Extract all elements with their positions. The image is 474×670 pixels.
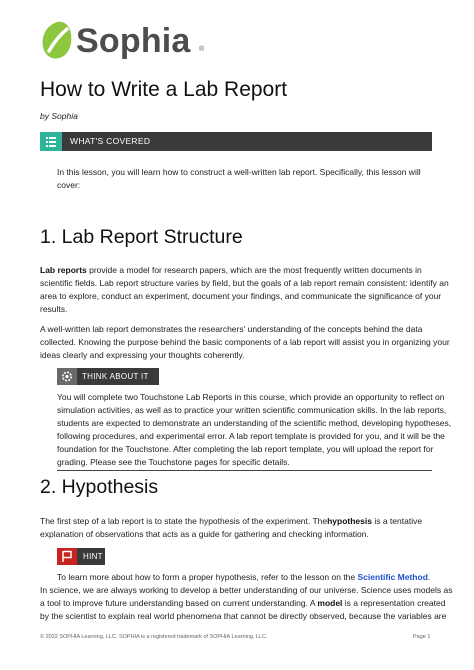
section-heading-hypothesis: 2. Hypothesis (40, 476, 159, 498)
covered-intro-line-2: cover: (57, 180, 81, 190)
scientific-method-link[interactable]: Scientific Method (357, 572, 428, 582)
page-title: How to Write a Lab Report (40, 78, 288, 101)
section-heading-lab-report-structure: 1. Lab Report Structure (40, 226, 243, 248)
section1-p2-line-1: A well-written lab report demonstrates the researchers' understanding of the concepts behind the data (40, 324, 423, 334)
section2-p1-line-1: The first step of a lab report is to state the hypothesis of the experiment. Thehypothesis is a tentative (40, 516, 423, 526)
sophia-leaf-icon (40, 20, 74, 62)
section2-p2-line-1: In science, we are always working to develop a better understanding of our universe. Science uses models as (40, 585, 453, 595)
flag-icon (57, 548, 77, 565)
section2-p1-line-2: explanation of observations that acts as a guide for gathering and checking information. (40, 529, 369, 539)
think-line-3: students are expected to demonstrate an understanding of the scientific method, developing hypotheses, (57, 418, 452, 428)
think-line-6: grading. Please see the Touchstone pages for specific details. (57, 457, 290, 467)
think-line-2: simulation activities, as well as to practice your written scientific communication skills. In the lab reports, (57, 405, 447, 415)
section1-p2-line-2: collected. Knowing the purpose behind the basic components of a lab report will assist you in organizing your (40, 337, 450, 347)
footer-copyright: © 2022 SOPHIA Learning, LLC. SOPHIA is a registered trademark of SOPHIA Learning, LLC. (40, 634, 268, 640)
section1-p1-line-3: area to explore, conduct an experiment, document your findings, and communicate the significance of your (40, 291, 442, 301)
think-divider (57, 470, 432, 471)
section1-p2-line-3: ideas clearly and expressing your thoughts coherently. (40, 350, 245, 360)
section1-p1-line-1: Lab reports provide a model for research papers, which are the most frequently written documents in (40, 265, 422, 275)
think-line-1: You will complete two Touchstone Lab Reports in this course, which provide an opportunity to reflect on (57, 392, 445, 402)
list-icon (40, 132, 62, 151)
term-lab-reports: Lab reports (40, 265, 87, 275)
whats-covered-label: WHAT'S COVERED (70, 136, 151, 146)
think-about-it-label: THINK ABOUT IT (82, 372, 149, 381)
registered-mark: ® (199, 46, 205, 53)
gear-icon (57, 368, 77, 385)
think-line-4: following procedures, and experimental error. A lab report template is provided for you, and it will be the (57, 431, 445, 441)
brand-name: Sophia (76, 22, 191, 60)
byline: by Sophia (40, 111, 78, 121)
section1-p1-line-2: scientific fields. Lab report structure varies by field, but the goals of a lab report remain consistent: identify an (40, 278, 449, 288)
hint-text: To learn more about how to form a proper hypothesis, refer to the lesson on the Scientific Method. (57, 572, 431, 582)
term-hypothesis: hypothesis (327, 516, 372, 526)
covered-intro-line-1: In this lesson, you will learn how to construct a well-written lab report. Specifically, this lesson will (57, 167, 421, 177)
footer-page-number: Page 1 (413, 634, 431, 640)
section1-p1-line-4: results. (40, 304, 68, 314)
hint-label: HINT (83, 552, 103, 561)
think-line-5: foundation for the Touchstone. After completing the lab report template, you will upload the report for (57, 444, 434, 454)
term-model: model (317, 598, 343, 608)
section2-p2-line-3: by the scientist to explain real world phenomena that cannot be directly observed, because the variables are (40, 611, 447, 621)
section2-p2-line-2: a tool to improve future understanding based on current understanding. A model is a representation created (40, 598, 446, 608)
